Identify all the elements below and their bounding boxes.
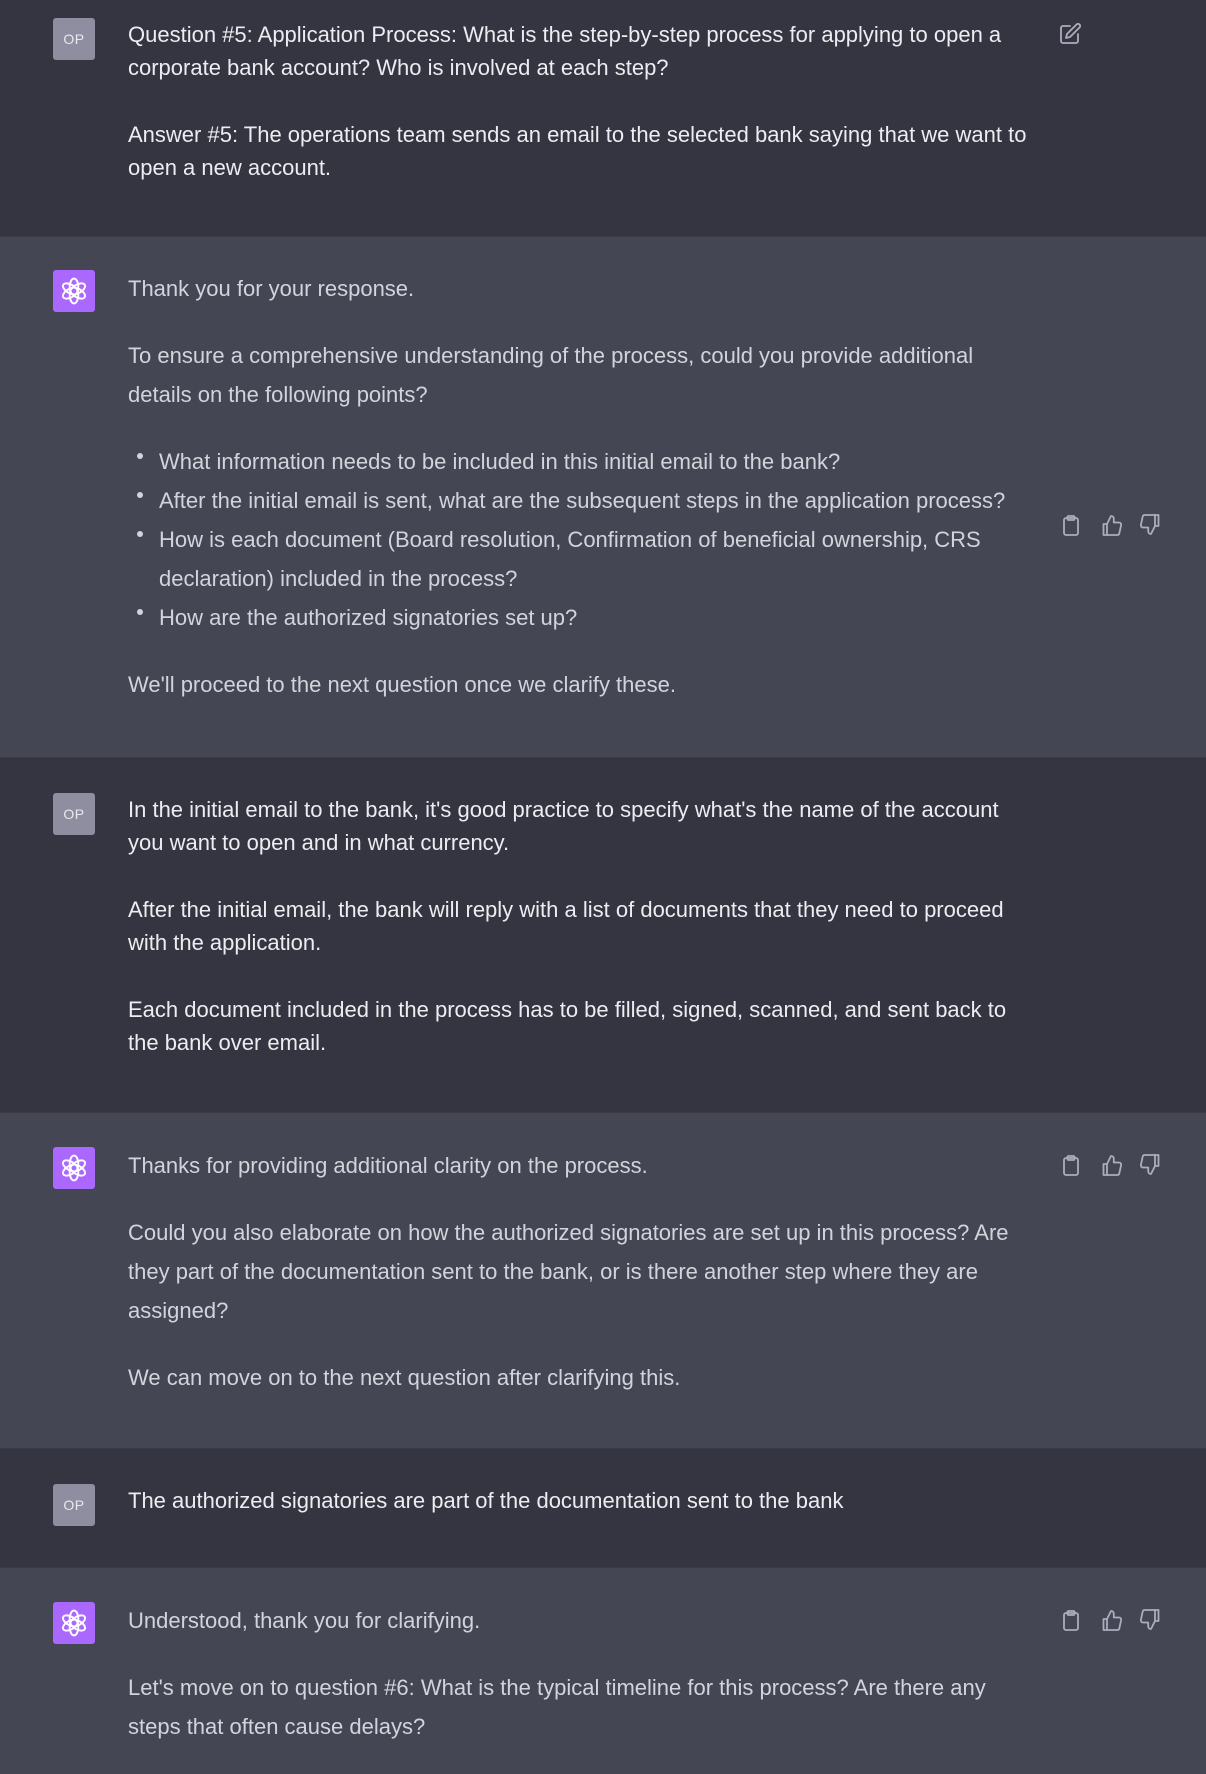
message-paragraph: Thank you for your response. <box>128 276 415 301</box>
user-message <box>0 1449 1206 1568</box>
message-paragraph: Question #5: Application Process: What is the step-by-step process for applying to open a corporate bank account? Who is involved at each step? <box>128 22 1002 80</box>
message-paragraph: Each document included in the process has to be filled, signed, scanned, and sent back to the bank over email. <box>128 997 1007 1055</box>
openai-logo-icon <box>53 1602 95 1644</box>
message-actions <box>1060 514 1162 536</box>
thumbs-up-icon[interactable] <box>1100 1609 1122 1631</box>
user-avatar: OP <box>53 1484 95 1526</box>
bullet-list <box>128 442 1038 637</box>
edit-icon[interactable] <box>1059 23 1081 45</box>
message-text <box>128 1146 1038 1425</box>
message-paragraph: In the initial email to the bank, it's good practice to specify what's the name of the account you want to open and in what currency. <box>128 797 999 855</box>
clipboard-icon[interactable] <box>1060 1154 1082 1176</box>
message-text <box>128 1484 1038 1551</box>
thumbs-up-icon[interactable] <box>1100 514 1122 536</box>
message-text <box>128 1601 1038 1774</box>
assistant-message <box>0 237 1206 758</box>
assistant-message <box>0 1113 1206 1449</box>
message-paragraph: We can move on to the next question after clarifying this. <box>128 1365 681 1390</box>
message-actions <box>1060 1609 1162 1631</box>
message-text <box>128 18 1038 218</box>
message-paragraph: Let's move on to question #6: What is the typical timeline for this process? Are there any steps that often cause delays? <box>128 1675 986 1739</box>
thumbs-up-icon[interactable] <box>1100 1154 1122 1176</box>
message-paragraph: Answer #5: The operations team sends an email to the selected bank saying that we want to open a new account. <box>128 122 1027 180</box>
thumbs-down-icon[interactable] <box>1140 514 1162 536</box>
user-avatar: OP <box>53 18 95 60</box>
message-text <box>128 793 1038 1093</box>
message-paragraph: The authorized signatories are part of the documentation sent to the bank <box>128 1488 844 1513</box>
user-avatar: OP <box>53 793 95 835</box>
message-paragraph: We'll proceed to the next question once we clarify these. <box>128 672 676 697</box>
message-paragraph: To ensure a comprehensive understanding of the process, could you provide additional details on the following points? <box>128 343 974 407</box>
message-text <box>128 269 1038 732</box>
list-item: How are the authorized signatories set up? <box>128 598 1038 637</box>
thumbs-down-icon[interactable] <box>1140 1154 1162 1176</box>
user-message <box>0 758 1206 1113</box>
message-paragraph: Could you also elaborate on how the authorized signatories are set up in this process? Are they part of the documentation sent to the bank, or is there another step where they are assigned? <box>128 1220 1009 1323</box>
thumbs-down-icon[interactable] <box>1140 1609 1162 1631</box>
clipboard-icon[interactable] <box>1060 514 1082 536</box>
list-item: What information needs to be included in this initial email to the bank? <box>128 442 1038 481</box>
openai-logo-icon <box>53 270 95 312</box>
message-paragraph: Thanks for providing additional clarity on the process. <box>128 1153 648 1178</box>
openai-logo-icon <box>53 1147 95 1189</box>
assistant-message <box>0 1568 1206 1760</box>
message-actions <box>1060 1154 1162 1176</box>
list-item: How is each document (Board resolution, Confirmation of beneficial ownership, CRS declaration) included in the process? <box>128 520 1038 598</box>
user-message <box>0 0 1206 237</box>
message-paragraph: Understood, thank you for clarifying. <box>128 1608 481 1633</box>
message-paragraph: After the initial email, the bank will reply with a list of documents that they need to proceed with the application. <box>128 897 1004 955</box>
list-item: After the initial email is sent, what are the subsequent steps in the application process? <box>128 481 1038 520</box>
clipboard-icon[interactable] <box>1060 1609 1082 1631</box>
